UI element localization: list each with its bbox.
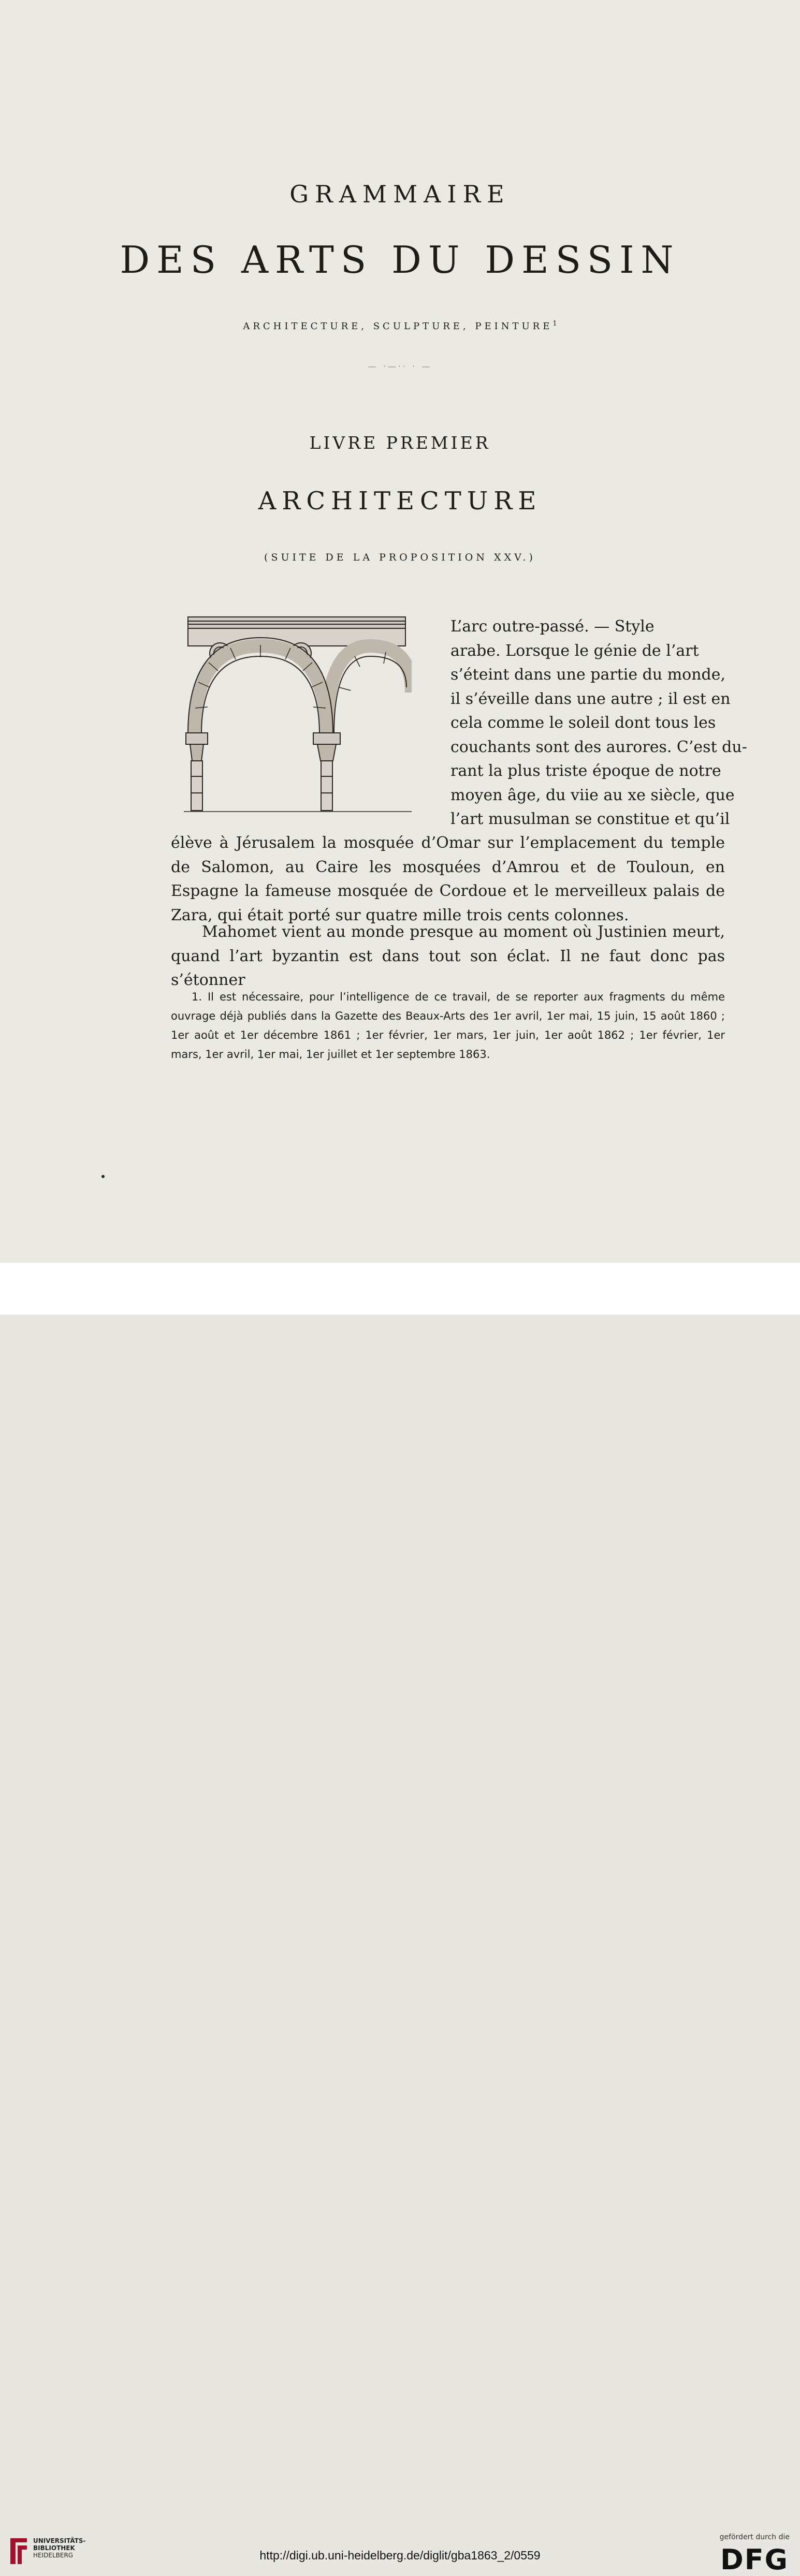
text-line: s’éteint dans une partie du monde, — [450, 666, 726, 684]
text-line: moyen âge, du viie au xe siècle, que — [450, 786, 735, 804]
footer-bar — [0, 1263, 800, 2576]
paragraph-1-continued: élève à Jérusalem la mosquée d’Omar sur l’emplacement du temple de Salomon, au Caire les mosquées d’Amrou et de Touloun, en Espagne la fameuse mosquée de Cordoue et le merveilleux palais de Zara, qui était porté sur quatre mille trois cents colonnes. — [171, 834, 725, 924]
document-page — [0, 0, 800, 1263]
footnote: 1. Il est nécessaire, pour l’intelligence de ce travail, de se reporter aux fragments du même ouvrage déjà publiés dans la Gazette des Beaux-Arts des 1er avril, 1er mai, 15 juin, 15 août 1860 ; 1er août et 1er décembre 1861 ; 1er février, 1er mars, 1er juin, 1er août 1862 ; 1er février, 1er mars, 1er avril, 1er mai, 1er juillet et 1er septembre 1863. — [171, 991, 725, 1061]
text-line: rant la plus triste époque de notre — [450, 762, 721, 780]
paragraph-2: Mahomet vient au monde presque au moment où Justinien meurt, quand l’art byzantin est dans tout son éclat. Il ne faut donc pas s’étonner — [171, 923, 725, 989]
page-dot — [101, 1175, 105, 1178]
wrapped-text-block — [450, 615, 747, 832]
library-name-line: BIBLIOTHEK — [33, 2544, 75, 2552]
section-heading: ARCHITECTURE — [258, 487, 542, 516]
text-line: couchants sont des aurores. C’est du- — [450, 738, 747, 756]
ornament-rule: — ·—·· · — — [368, 361, 432, 371]
footnote-ref[interactable]: 1 — [552, 320, 557, 328]
subtitle — [0, 320, 800, 332]
text-line: cela comme le soleil dont tous les — [450, 714, 716, 732]
text-line: arabe. Lorsque le génie de l’art — [450, 641, 699, 660]
text-line: l’art musulman se constitue et qu’il — [450, 810, 730, 828]
source-url-link[interactable]: http://digi.ub.uni-heidelberg.de/diglit/gba1863_2/0559 — [259, 2549, 541, 2562]
sponsor-label: gefördert durch die — [719, 2533, 790, 2541]
text-line: il s’éveille dans une autre ; il est en — [450, 689, 731, 708]
subtitle-text: ARCHITECTURE, SCULPTURE, PEINTURE — [243, 321, 553, 332]
library-name-line: UNIVERSITÄTS- — [33, 2537, 86, 2544]
title-arts-du-dessin: DES ARTS DU DESSIN — [120, 238, 680, 282]
horseshoe-arch-illustration — [184, 615, 412, 817]
library-name-line: HEIDELBERG — [33, 2552, 74, 2559]
dfg-logo[interactable]: DFG — [720, 2543, 789, 2576]
book-heading: LIVRE PREMIER — [309, 433, 491, 453]
text-line: L’arc outre-passé. — Style — [450, 617, 654, 636]
proposition-heading: (SUITE DE LA PROPOSITION XXV.) — [264, 552, 536, 563]
title-grammaire: GRAMMAIRE — [289, 180, 511, 208]
